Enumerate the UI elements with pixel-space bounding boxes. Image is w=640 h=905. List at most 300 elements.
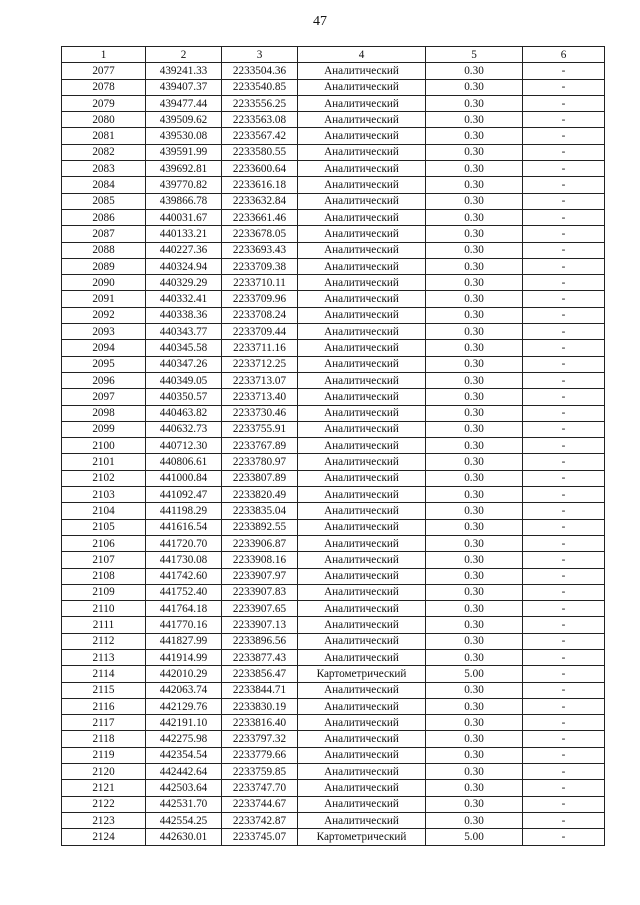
point-number-cell: 2101 <box>62 454 146 470</box>
y-coordinate-cell: 2233709.96 <box>222 291 298 307</box>
accuracy-cell: 0.30 <box>426 275 523 291</box>
x-coordinate-cell: 441742.60 <box>146 568 222 584</box>
note-cell: - <box>523 324 605 340</box>
method-cell: Аналитический <box>298 470 426 486</box>
x-coordinate-cell: 439530.08 <box>146 128 222 144</box>
accuracy-cell: 0.30 <box>426 601 523 617</box>
method-cell: Аналитический <box>298 487 426 503</box>
accuracy-cell: 0.30 <box>426 764 523 780</box>
accuracy-cell: 0.30 <box>426 731 523 747</box>
x-coordinate-cell: 441752.40 <box>146 584 222 600</box>
table-row <box>62 649 605 665</box>
method-cell: Аналитический <box>298 731 426 747</box>
y-coordinate-cell: 2233713.07 <box>222 372 298 388</box>
accuracy-cell: 5.00 <box>426 666 523 682</box>
method-cell: Аналитический <box>298 405 426 421</box>
y-coordinate-cell: 2233632.84 <box>222 193 298 209</box>
method-cell: Аналитический <box>298 421 426 437</box>
method-cell: Аналитический <box>298 356 426 372</box>
note-cell: - <box>523 209 605 225</box>
table-row <box>62 226 605 242</box>
note-cell: - <box>523 796 605 812</box>
table-row <box>62 829 605 845</box>
point-number-cell: 2091 <box>62 291 146 307</box>
table-row <box>62 275 605 291</box>
y-coordinate-cell: 2233567.42 <box>222 128 298 144</box>
y-coordinate-cell: 2233907.65 <box>222 601 298 617</box>
table-row <box>62 340 605 356</box>
x-coordinate-cell: 441616.54 <box>146 519 222 535</box>
y-coordinate-cell: 2233709.44 <box>222 324 298 340</box>
y-coordinate-cell: 2233779.66 <box>222 747 298 763</box>
table-row <box>62 438 605 454</box>
note-cell: - <box>523 568 605 584</box>
note-cell: - <box>523 812 605 828</box>
accuracy-cell: 0.30 <box>426 487 523 503</box>
x-coordinate-cell: 442442.64 <box>146 764 222 780</box>
table-row <box>62 421 605 437</box>
accuracy-cell: 0.30 <box>426 161 523 177</box>
x-coordinate-cell: 442191.10 <box>146 715 222 731</box>
table-row <box>62 470 605 486</box>
point-number-cell: 2103 <box>62 487 146 503</box>
note-cell: - <box>523 454 605 470</box>
method-cell: Аналитический <box>298 584 426 600</box>
y-coordinate-cell: 2233580.55 <box>222 144 298 160</box>
note-cell: - <box>523 144 605 160</box>
accuracy-cell: 0.30 <box>426 177 523 193</box>
accuracy-cell: 0.30 <box>426 698 523 714</box>
point-number-cell: 2109 <box>62 584 146 600</box>
table-row <box>62 454 605 470</box>
method-cell: Аналитический <box>298 780 426 796</box>
accuracy-cell: 0.30 <box>426 356 523 372</box>
y-coordinate-cell: 2233816.40 <box>222 715 298 731</box>
table-row <box>62 356 605 372</box>
y-coordinate-cell: 2233710.11 <box>222 275 298 291</box>
x-coordinate-cell: 441827.99 <box>146 633 222 649</box>
x-coordinate-cell: 440332.41 <box>146 291 222 307</box>
accuracy-cell: 0.30 <box>426 812 523 828</box>
accuracy-cell: 0.30 <box>426 649 523 665</box>
x-coordinate-cell: 441092.47 <box>146 487 222 503</box>
x-coordinate-cell: 442063.74 <box>146 682 222 698</box>
y-coordinate-cell: 2233807.89 <box>222 470 298 486</box>
point-number-cell: 2097 <box>62 389 146 405</box>
note-cell: - <box>523 829 605 845</box>
accuracy-cell: 0.30 <box>426 340 523 356</box>
point-number-cell: 2090 <box>62 275 146 291</box>
method-cell: Аналитический <box>298 63 426 79</box>
x-coordinate-cell: 440133.21 <box>146 226 222 242</box>
table-row <box>62 796 605 812</box>
accuracy-cell: 0.30 <box>426 519 523 535</box>
y-coordinate-cell: 2233856.47 <box>222 666 298 682</box>
method-cell: Картометрический <box>298 666 426 682</box>
method-cell: Аналитический <box>298 454 426 470</box>
accuracy-cell: 0.30 <box>426 242 523 258</box>
point-number-cell: 2123 <box>62 812 146 828</box>
accuracy-cell: 0.30 <box>426 421 523 437</box>
method-cell: Аналитический <box>298 747 426 763</box>
y-coordinate-cell: 2233797.32 <box>222 731 298 747</box>
point-number-cell: 2119 <box>62 747 146 763</box>
table-row <box>62 95 605 111</box>
column-header: 3 <box>222 47 298 63</box>
column-header: 1 <box>62 47 146 63</box>
table-header-row <box>62 47 605 63</box>
method-cell: Аналитический <box>298 812 426 828</box>
table-row <box>62 666 605 682</box>
y-coordinate-cell: 2233504.36 <box>222 63 298 79</box>
y-coordinate-cell: 2233712.25 <box>222 356 298 372</box>
table-row <box>62 63 605 79</box>
point-number-cell: 2120 <box>62 764 146 780</box>
column-header: 5 <box>426 47 523 63</box>
table-row <box>62 601 605 617</box>
point-number-cell: 2081 <box>62 128 146 144</box>
note-cell: - <box>523 698 605 714</box>
x-coordinate-cell: 441764.18 <box>146 601 222 617</box>
table-row <box>62 209 605 225</box>
note-cell: - <box>523 356 605 372</box>
point-number-cell: 2099 <box>62 421 146 437</box>
y-coordinate-cell: 2233830.19 <box>222 698 298 714</box>
accuracy-cell: 0.30 <box>426 438 523 454</box>
x-coordinate-cell: 439477.44 <box>146 95 222 111</box>
coordinates-table <box>61 46 605 846</box>
note-cell: - <box>523 617 605 633</box>
point-number-cell: 2116 <box>62 698 146 714</box>
point-number-cell: 2115 <box>62 682 146 698</box>
point-number-cell: 2098 <box>62 405 146 421</box>
table-row <box>62 79 605 95</box>
accuracy-cell: 0.30 <box>426 454 523 470</box>
table-row <box>62 405 605 421</box>
point-number-cell: 2082 <box>62 144 146 160</box>
accuracy-cell: 0.30 <box>426 503 523 519</box>
table-row <box>62 242 605 258</box>
note-cell: - <box>523 128 605 144</box>
method-cell: Аналитический <box>298 389 426 405</box>
accuracy-cell: 0.30 <box>426 307 523 323</box>
method-cell: Аналитический <box>298 519 426 535</box>
point-number-cell: 2114 <box>62 666 146 682</box>
y-coordinate-cell: 2233730.46 <box>222 405 298 421</box>
x-coordinate-cell: 439241.33 <box>146 63 222 79</box>
point-number-cell: 2078 <box>62 79 146 95</box>
x-coordinate-cell: 439770.82 <box>146 177 222 193</box>
note-cell: - <box>523 633 605 649</box>
x-coordinate-cell: 441730.08 <box>146 552 222 568</box>
method-cell: Аналитический <box>298 324 426 340</box>
method-cell: Аналитический <box>298 601 426 617</box>
table-row <box>62 307 605 323</box>
note-cell: - <box>523 682 605 698</box>
point-number-cell: 2086 <box>62 209 146 225</box>
table-row <box>62 715 605 731</box>
point-number-cell: 2113 <box>62 649 146 665</box>
y-coordinate-cell: 2233747.70 <box>222 780 298 796</box>
method-cell: Аналитический <box>298 95 426 111</box>
x-coordinate-cell: 440343.77 <box>146 324 222 340</box>
y-coordinate-cell: 2233896.56 <box>222 633 298 649</box>
x-coordinate-cell: 442354.54 <box>146 747 222 763</box>
x-coordinate-cell: 442503.64 <box>146 780 222 796</box>
note-cell: - <box>523 487 605 503</box>
note-cell: - <box>523 177 605 193</box>
method-cell: Аналитический <box>298 258 426 274</box>
point-number-cell: 2094 <box>62 340 146 356</box>
note-cell: - <box>523 161 605 177</box>
point-number-cell: 2121 <box>62 780 146 796</box>
accuracy-cell: 0.30 <box>426 226 523 242</box>
table-row <box>62 568 605 584</box>
note-cell: - <box>523 584 605 600</box>
method-cell: Аналитический <box>298 617 426 633</box>
accuracy-cell: 0.30 <box>426 535 523 551</box>
method-cell: Аналитический <box>298 226 426 242</box>
note-cell: - <box>523 258 605 274</box>
y-coordinate-cell: 2233540.85 <box>222 79 298 95</box>
table-row <box>62 258 605 274</box>
point-number-cell: 2095 <box>62 356 146 372</box>
accuracy-cell: 5.00 <box>426 829 523 845</box>
table-row <box>62 731 605 747</box>
note-cell: - <box>523 307 605 323</box>
table-row <box>62 503 605 519</box>
table-row <box>62 682 605 698</box>
table-row <box>62 324 605 340</box>
accuracy-cell: 0.30 <box>426 552 523 568</box>
y-coordinate-cell: 2233835.04 <box>222 503 298 519</box>
y-coordinate-cell: 2233661.46 <box>222 209 298 225</box>
note-cell: - <box>523 470 605 486</box>
x-coordinate-cell: 439591.99 <box>146 144 222 160</box>
point-number-cell: 2088 <box>62 242 146 258</box>
table-row <box>62 372 605 388</box>
table-row <box>62 128 605 144</box>
table-row <box>62 535 605 551</box>
accuracy-cell: 0.30 <box>426 568 523 584</box>
note-cell: - <box>523 63 605 79</box>
table-row <box>62 698 605 714</box>
method-cell: Аналитический <box>298 307 426 323</box>
y-coordinate-cell: 2233708.24 <box>222 307 298 323</box>
y-coordinate-cell: 2233616.18 <box>222 177 298 193</box>
note-cell: - <box>523 226 605 242</box>
point-number-cell: 2105 <box>62 519 146 535</box>
method-cell: Аналитический <box>298 275 426 291</box>
method-cell: Аналитический <box>298 144 426 160</box>
table-body <box>62 63 605 845</box>
note-cell: - <box>523 95 605 111</box>
method-cell: Аналитический <box>298 79 426 95</box>
x-coordinate-cell: 441914.99 <box>146 649 222 665</box>
method-cell: Аналитический <box>298 242 426 258</box>
table-row <box>62 193 605 209</box>
method-cell: Аналитический <box>298 503 426 519</box>
table-row <box>62 161 605 177</box>
table-row <box>62 552 605 568</box>
method-cell: Аналитический <box>298 698 426 714</box>
x-coordinate-cell: 440463.82 <box>146 405 222 421</box>
accuracy-cell: 0.30 <box>426 79 523 95</box>
x-coordinate-cell: 440031.67 <box>146 209 222 225</box>
y-coordinate-cell: 2233767.89 <box>222 438 298 454</box>
point-number-cell: 2111 <box>62 617 146 633</box>
x-coordinate-cell: 440345.58 <box>146 340 222 356</box>
point-number-cell: 2085 <box>62 193 146 209</box>
accuracy-cell: 0.30 <box>426 682 523 698</box>
y-coordinate-cell: 2233600.64 <box>222 161 298 177</box>
method-cell: Аналитический <box>298 291 426 307</box>
method-cell: Аналитический <box>298 161 426 177</box>
y-coordinate-cell: 2233556.25 <box>222 95 298 111</box>
note-cell: - <box>523 438 605 454</box>
note-cell: - <box>523 503 605 519</box>
x-coordinate-cell: 442010.29 <box>146 666 222 682</box>
column-header: 6 <box>523 47 605 63</box>
x-coordinate-cell: 442275.98 <box>146 731 222 747</box>
page-number: 47 <box>313 14 327 29</box>
method-cell: Аналитический <box>298 128 426 144</box>
note-cell: - <box>523 747 605 763</box>
x-coordinate-cell: 441198.29 <box>146 503 222 519</box>
y-coordinate-cell: 2233713.40 <box>222 389 298 405</box>
y-coordinate-cell: 2233820.49 <box>222 487 298 503</box>
note-cell: - <box>523 601 605 617</box>
note-cell: - <box>523 666 605 682</box>
x-coordinate-cell: 439509.62 <box>146 112 222 128</box>
note-cell: - <box>523 242 605 258</box>
point-number-cell: 2106 <box>62 535 146 551</box>
note-cell: - <box>523 421 605 437</box>
accuracy-cell: 0.30 <box>426 780 523 796</box>
point-number-cell: 2124 <box>62 829 146 845</box>
x-coordinate-cell: 442531.70 <box>146 796 222 812</box>
x-coordinate-cell: 440350.57 <box>146 389 222 405</box>
note-cell: - <box>523 372 605 388</box>
y-coordinate-cell: 2233563.08 <box>222 112 298 128</box>
point-number-cell: 2104 <box>62 503 146 519</box>
x-coordinate-cell: 441770.16 <box>146 617 222 633</box>
x-coordinate-cell: 440712.30 <box>146 438 222 454</box>
method-cell: Аналитический <box>298 649 426 665</box>
method-cell: Аналитический <box>298 112 426 128</box>
x-coordinate-cell: 442630.01 <box>146 829 222 845</box>
note-cell: - <box>523 535 605 551</box>
y-coordinate-cell: 2233759.85 <box>222 764 298 780</box>
point-number-cell: 2096 <box>62 372 146 388</box>
y-coordinate-cell: 2233744.67 <box>222 796 298 812</box>
x-coordinate-cell: 439407.37 <box>146 79 222 95</box>
point-number-cell: 2117 <box>62 715 146 731</box>
table-row <box>62 780 605 796</box>
table-row <box>62 112 605 128</box>
point-number-cell: 2087 <box>62 226 146 242</box>
note-cell: - <box>523 519 605 535</box>
table-row <box>62 291 605 307</box>
table-row <box>62 389 605 405</box>
point-number-cell: 2093 <box>62 324 146 340</box>
x-coordinate-cell: 442129.76 <box>146 698 222 714</box>
x-coordinate-cell: 441720.70 <box>146 535 222 551</box>
point-number-cell: 2077 <box>62 63 146 79</box>
method-cell: Аналитический <box>298 193 426 209</box>
note-cell: - <box>523 715 605 731</box>
y-coordinate-cell: 2233877.43 <box>222 649 298 665</box>
note-cell: - <box>523 275 605 291</box>
point-number-cell: 2108 <box>62 568 146 584</box>
note-cell: - <box>523 649 605 665</box>
column-header: 2 <box>146 47 222 63</box>
method-cell: Аналитический <box>298 633 426 649</box>
y-coordinate-cell: 2233906.87 <box>222 535 298 551</box>
point-number-cell: 2084 <box>62 177 146 193</box>
x-coordinate-cell: 440349.05 <box>146 372 222 388</box>
column-header: 4 <box>298 47 426 63</box>
x-coordinate-cell: 439866.78 <box>146 193 222 209</box>
accuracy-cell: 0.30 <box>426 372 523 388</box>
table-row <box>62 747 605 763</box>
method-cell: Аналитический <box>298 764 426 780</box>
accuracy-cell: 0.30 <box>426 405 523 421</box>
method-cell: Аналитический <box>298 682 426 698</box>
method-cell: Аналитический <box>298 715 426 731</box>
y-coordinate-cell: 2233745.07 <box>222 829 298 845</box>
x-coordinate-cell: 440338.36 <box>146 307 222 323</box>
accuracy-cell: 0.30 <box>426 63 523 79</box>
accuracy-cell: 0.30 <box>426 796 523 812</box>
accuracy-cell: 0.30 <box>426 258 523 274</box>
note-cell: - <box>523 552 605 568</box>
accuracy-cell: 0.30 <box>426 128 523 144</box>
method-cell: Аналитический <box>298 438 426 454</box>
point-number-cell: 2100 <box>62 438 146 454</box>
point-number-cell: 2122 <box>62 796 146 812</box>
table-row <box>62 584 605 600</box>
point-number-cell: 2107 <box>62 552 146 568</box>
accuracy-cell: 0.30 <box>426 715 523 731</box>
method-cell: Аналитический <box>298 177 426 193</box>
y-coordinate-cell: 2233709.38 <box>222 258 298 274</box>
note-cell: - <box>523 291 605 307</box>
note-cell: - <box>523 340 605 356</box>
y-coordinate-cell: 2233892.55 <box>222 519 298 535</box>
method-cell: Аналитический <box>298 552 426 568</box>
method-cell: Аналитический <box>298 340 426 356</box>
table-row <box>62 519 605 535</box>
point-number-cell: 2080 <box>62 112 146 128</box>
x-coordinate-cell: 442554.25 <box>146 812 222 828</box>
y-coordinate-cell: 2233678.05 <box>222 226 298 242</box>
note-cell: - <box>523 79 605 95</box>
x-coordinate-cell: 440632.73 <box>146 421 222 437</box>
method-cell: Аналитический <box>298 209 426 225</box>
accuracy-cell: 0.30 <box>426 584 523 600</box>
accuracy-cell: 0.30 <box>426 209 523 225</box>
point-number-cell: 2102 <box>62 470 146 486</box>
method-cell: Аналитический <box>298 535 426 551</box>
y-coordinate-cell: 2233693.43 <box>222 242 298 258</box>
table-row <box>62 144 605 160</box>
accuracy-cell: 0.30 <box>426 747 523 763</box>
x-coordinate-cell: 440806.61 <box>146 454 222 470</box>
x-coordinate-cell: 441000.84 <box>146 470 222 486</box>
note-cell: - <box>523 731 605 747</box>
point-number-cell: 2092 <box>62 307 146 323</box>
